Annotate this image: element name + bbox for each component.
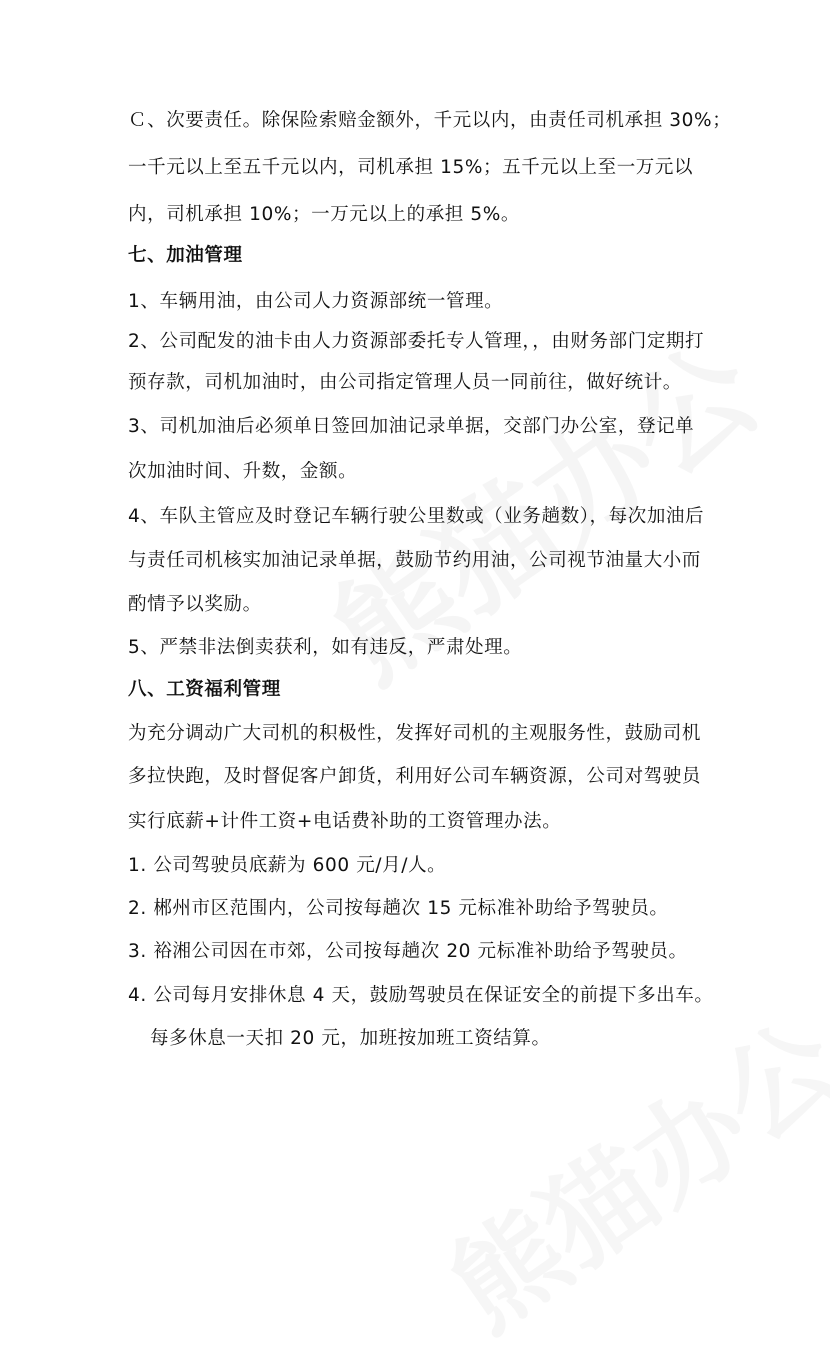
paragraph-line: 次加油时间、升数，金额。: [128, 461, 358, 482]
paragraph-line: 5、严禁非法倒卖获利，如有违反，严肃处理。: [128, 637, 523, 658]
list-item: 1. 公司驾驶员底薪为 600 元/月/人。: [128, 855, 447, 876]
paragraph-line: 多拉快跑，及时督促客户卸货，利用好公司车辆资源，公司对驾驶员: [128, 766, 702, 787]
paragraph-line: 预存款，司机加油时，由公司指定管理人员一同前往，做好统计。: [128, 372, 682, 393]
paragraph-line: 内，司机承担 10%；一万元以上的承担 5%。: [128, 204, 521, 225]
paragraph-line: 实行底薪+计件工资+电话费补助的工资管理办法。: [128, 811, 562, 832]
section-heading-salary: 八、工资福利管理: [128, 679, 281, 700]
section-heading-fuel: 七、加油管理: [128, 245, 243, 266]
paragraph-line: 1、车辆用油，由公司人力资源部统一管理。: [128, 291, 504, 312]
list-item-continuation: 每多休息一天扣 20 元，加班按加班工资结算。: [150, 1028, 551, 1049]
paragraph-line: 4、车队主管应及时登记车辆行驶公里数或（业务趟数），每次加油后: [128, 506, 705, 527]
list-item: 2. 郴州市区范围内，公司按每趟次 15 元标准补助给予驾驶员。: [128, 898, 669, 919]
paragraph-line: 2、公司配发的油卡由人力资源部委托专人管理，，由财务部门定期打: [128, 331, 705, 352]
paragraph-line: 3、司机加油后必须单日签回加油记录单据，交部门办公室，登记单: [128, 416, 695, 437]
paragraph-line: Ｃ、次要责任。除保险索赔金额外，千元以内，由责任司机承担 30%；: [128, 110, 732, 131]
paragraph-line: 酌情予以奖励。: [128, 594, 262, 615]
list-item: 3. 裕湘公司因在市郊，公司按每趟次 20 元标准补助给予驾驶员。: [128, 941, 688, 962]
list-item: 4. 公司每月安排休息 4 天，鼓励驾驶员在保证安全的前提下多出车。: [128, 985, 714, 1006]
paragraph-line: 与责任司机核实加油记录单据，鼓励节约用油，公司视节油量大小而: [128, 550, 702, 571]
paragraph-line: 为充分调动广大司机的积极性，发挥好司机的主观服务性，鼓励司机: [128, 723, 702, 744]
paragraph-line: 一千元以上至五千元以内，司机承担 15%；五千元以上至一万元以: [128, 157, 694, 178]
